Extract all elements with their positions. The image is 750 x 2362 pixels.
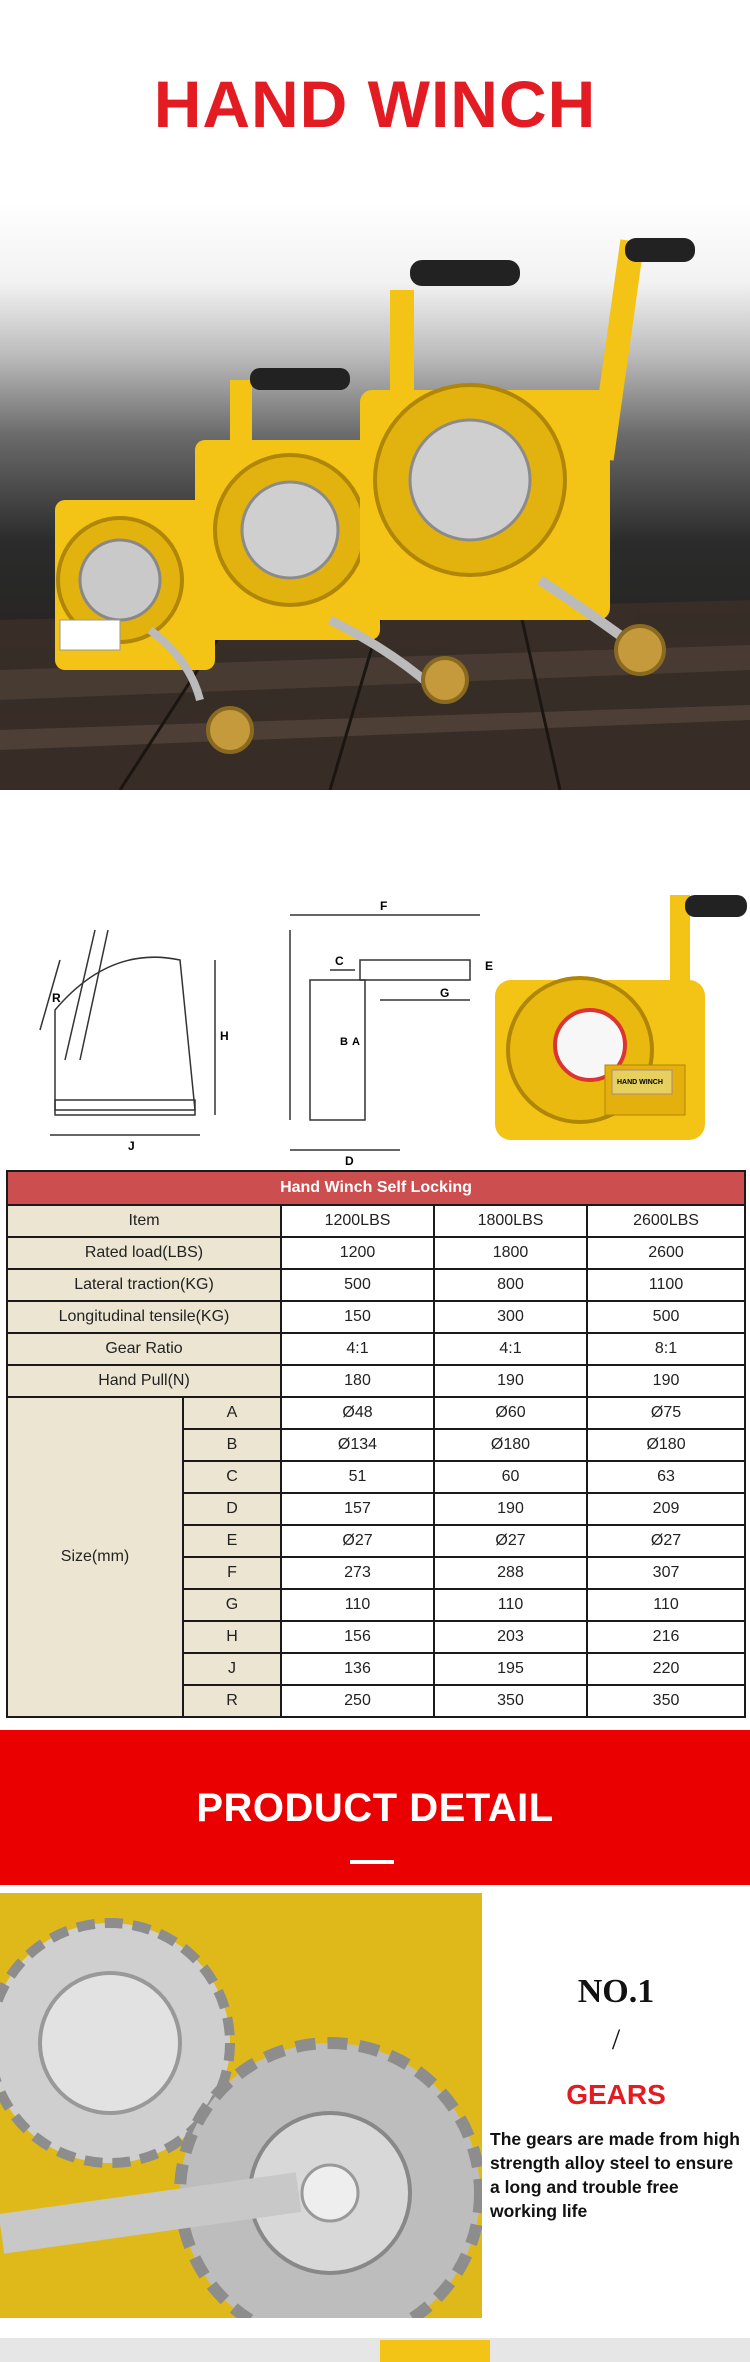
table-cell: 288	[434, 1557, 587, 1589]
table-cell: 220	[587, 1653, 745, 1685]
table-row-size	[7, 1397, 745, 1429]
table-header-1200lbs: 1200LBS	[281, 1205, 434, 1237]
table-cell: 2600	[587, 1237, 745, 1269]
product-detail-banner	[0, 1730, 750, 1885]
table-cell: 209	[587, 1493, 745, 1525]
next-section-strip	[0, 2338, 750, 2362]
gear-icon	[0, 1893, 482, 2318]
dim-e-label: E	[485, 959, 494, 973]
front-view-drawing	[290, 915, 480, 1150]
table-cell: 350	[434, 1685, 587, 1717]
table-cell: 800	[434, 1269, 587, 1301]
table-cell: 203	[434, 1621, 587, 1653]
table-row	[7, 1237, 745, 1269]
dim-f-label: F	[380, 899, 388, 913]
table-cell: 300	[434, 1301, 587, 1333]
table-row	[7, 1269, 745, 1301]
feature-gears	[0, 1893, 750, 2318]
title-underline	[350, 1860, 394, 1864]
dim-b-label: B	[340, 1036, 348, 1048]
row-label: Lateral traction(KG)	[7, 1269, 281, 1301]
table-cell: 500	[281, 1269, 434, 1301]
product-plate-label: HAND WINCH	[617, 1079, 663, 1086]
table-cell: 500	[587, 1301, 745, 1333]
table-cell: 51	[281, 1461, 434, 1493]
table-cell: 110	[587, 1589, 745, 1621]
hand-winch-product-photo	[0, 200, 750, 790]
table-row	[7, 1333, 745, 1365]
table-cell: 110	[281, 1589, 434, 1621]
table-cell: Ø27	[281, 1525, 434, 1557]
row-label: Hand Pull(N)	[7, 1365, 281, 1397]
table-cell: 1200	[281, 1237, 434, 1269]
feature-heading: GEARS	[566, 2079, 666, 2110]
table-cell: 136	[281, 1653, 434, 1685]
table-cell: Ø60	[434, 1397, 587, 1429]
hero-image	[0, 200, 750, 790]
size-sub-label: R	[183, 1685, 281, 1717]
table-cell: 190	[587, 1365, 745, 1397]
size-sub-label: E	[183, 1525, 281, 1557]
size-sub-label: F	[183, 1557, 281, 1589]
size-sub-label: D	[183, 1493, 281, 1525]
table-cell: 273	[281, 1557, 434, 1589]
gears-text-panel	[482, 1893, 750, 2318]
table-cell: Ø134	[281, 1429, 434, 1461]
spec-table	[6, 1170, 744, 1723]
table-header-1800lbs: 1800LBS	[434, 1205, 587, 1237]
dimension-drawing	[0, 870, 750, 1170]
table-cell: 60	[434, 1461, 587, 1493]
table-cell: Ø27	[434, 1525, 587, 1557]
table-cell: 190	[434, 1365, 587, 1397]
table-cell: Ø180	[587, 1429, 745, 1461]
table-cell: 150	[281, 1301, 434, 1333]
product-detail-title: PRODUCT DETAIL	[196, 1786, 554, 1830]
dim-j-label: J	[128, 1139, 135, 1153]
page-title: HAND WINCH	[153, 67, 597, 141]
table-header-2600lbs: 2600LBS	[587, 1205, 745, 1237]
table-cell: Ø48	[281, 1397, 434, 1429]
size-sub-label: J	[183, 1653, 281, 1685]
table-row	[7, 1365, 745, 1397]
title-section	[0, 0, 750, 200]
table-cell: 1100	[587, 1269, 745, 1301]
size-label: Size(mm)	[7, 1397, 183, 1717]
table-cell: 4:1	[281, 1333, 434, 1365]
table-cell: 250	[281, 1685, 434, 1717]
size-sub-label: G	[183, 1589, 281, 1621]
dim-d-label: D	[345, 1154, 354, 1168]
table-cell: 157	[281, 1493, 434, 1525]
dim-c-label: C	[335, 954, 344, 968]
table-cell: 1800	[434, 1237, 587, 1269]
table-cell: 350	[587, 1685, 745, 1717]
table-cell: 195	[434, 1653, 587, 1685]
table-cell: 156	[281, 1621, 434, 1653]
table-cell: 4:1	[434, 1333, 587, 1365]
table-header-row	[7, 1205, 745, 1237]
table-cell: Ø180	[434, 1429, 587, 1461]
size-sub-label: A	[183, 1397, 281, 1429]
feature-separator: /	[611, 2023, 621, 2056]
table-cell: 63	[587, 1461, 745, 1493]
table-cell: 110	[434, 1589, 587, 1621]
row-label: Gear Ratio	[7, 1333, 281, 1365]
table-caption-row	[7, 1171, 745, 1205]
table-cell: Ø27	[587, 1525, 745, 1557]
table-cell: 307	[587, 1557, 745, 1589]
product-photo-winch	[495, 895, 747, 1140]
dim-a-label: A	[352, 1036, 360, 1048]
row-label: Longitudinal tensile(KG)	[7, 1301, 281, 1333]
table-row	[7, 1301, 745, 1333]
table-cell: 180	[281, 1365, 434, 1397]
dim-r-label: R	[52, 991, 61, 1005]
size-sub-label: H	[183, 1621, 281, 1653]
feature-description: The gears are made from high strength alloy steel to ensure a long and trouble free working life	[490, 2129, 740, 2221]
table-header-item: Item	[7, 1205, 281, 1237]
row-label: Rated load(LBS)	[7, 1237, 281, 1269]
size-sub-label: C	[183, 1461, 281, 1493]
size-sub-label: B	[183, 1429, 281, 1461]
table-cell: Ø75	[587, 1397, 745, 1429]
side-view-drawing	[40, 930, 215, 1135]
feature-number: NO.1	[577, 1973, 655, 2010]
table-cell: 216	[587, 1621, 745, 1653]
dim-h-label: H	[220, 1029, 229, 1043]
table-caption: Hand Winch Self Locking	[7, 1171, 745, 1205]
table-cell: 190	[434, 1493, 587, 1525]
dimension-diagrams	[0, 870, 750, 1170]
table-cell: 8:1	[587, 1333, 745, 1365]
dim-g-label: G	[440, 986, 450, 1000]
gears-photo	[0, 1893, 482, 2318]
